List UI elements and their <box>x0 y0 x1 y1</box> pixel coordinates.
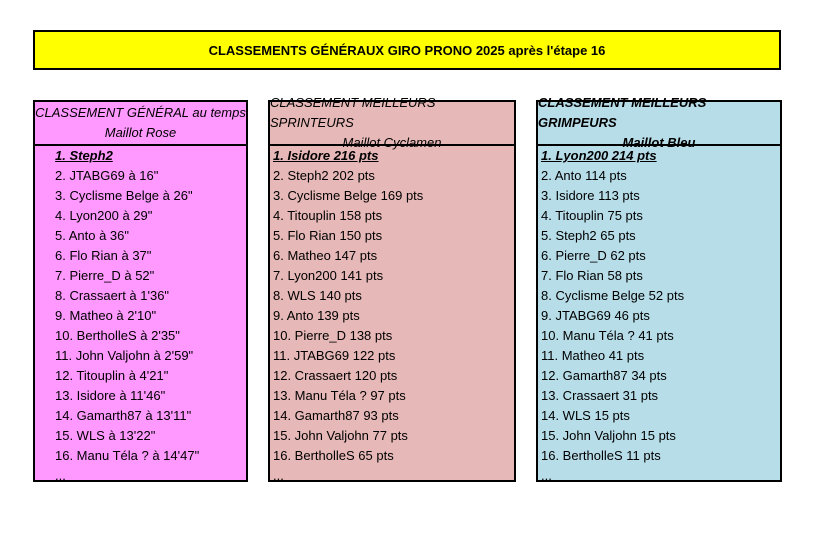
ranking-entry: 12. Titouplin à 4'21" <box>55 368 169 383</box>
ranking-entry: 7. Flo Rian 58 pts <box>541 268 643 283</box>
ranking-entry: 3. Cyclisme Belge à 26" <box>55 188 193 203</box>
ranking-entry: 3. Isidore 113 pts <box>541 188 640 203</box>
ranking-entry: 12. Crassaert 120 pts <box>273 368 398 383</box>
ranking-entry: 7. Pierre_D à 52" <box>55 268 155 283</box>
ranking-entry: 11. JTABG69 122 pts <box>273 348 396 363</box>
sprint-classification-list <box>270 146 514 486</box>
ranking-entry: 2. Anto 114 pts <box>541 168 627 183</box>
ranking-entry: 14. Gamarth87 93 pts <box>273 408 399 423</box>
ranking-entry: 5. Flo Rian 150 pts <box>273 228 383 243</box>
ranking-entry: 9. JTABG69 46 pts <box>541 308 650 323</box>
ranking-entry: 8. Crassaert à 1'36" <box>55 288 170 303</box>
ranking-entry: 3. Cyclisme Belge 169 pts <box>273 188 424 203</box>
climber-classification-panel <box>536 95 782 483</box>
ranking-entry: 5. Steph2 65 pts <box>541 228 636 243</box>
ranking-entry: 6. Pierre_D 62 pts <box>541 248 646 263</box>
ranking-entry: 5. Anto à 36" <box>55 228 130 243</box>
climber-classification-jersey: Maillot Bleu <box>622 135 696 150</box>
ranking-entry: 4. Titouplin 75 pts <box>541 208 643 223</box>
general-classification-panel <box>33 100 248 482</box>
ranking-leader: 1. Lyon200 214 pts <box>541 148 657 163</box>
ranking-entry: 15. John Valjohn 15 pts <box>541 428 676 443</box>
general-classification-jersey: Maillot Rose <box>104 125 177 140</box>
ranking-entry: 9. Matheo à 2'10" <box>55 308 157 323</box>
climber-classification-heading: CLASSEMENT MEILLEURS GRIMPEURS <box>538 95 707 130</box>
ranking-entry: 16. BertholleS 11 pts <box>541 448 661 463</box>
climber-classification-header <box>538 95 780 150</box>
ranking-entry: 8. Cyclisme Belge 52 pts <box>541 288 685 303</box>
ranking-entry: 9. Anto 139 pts <box>273 308 360 323</box>
ranking-entry: ... <box>55 468 66 483</box>
sprint-classification-heading: CLASSEMENT MEILLEURS SPRINTEURS <box>270 95 436 130</box>
ranking-entry: 13. Isidore à 11'46" <box>55 388 166 403</box>
ranking-entry: 16. BertholleS 65 pts <box>273 448 394 463</box>
ranking-entry: 10. Manu Téla ? 41 pts <box>541 328 674 343</box>
ranking-entry: 15. WLS à 13'22" <box>55 428 156 443</box>
ranking-entry: 4. Lyon200 à 29" <box>55 208 153 223</box>
ranking-entry: 6. Flo Rian à 37" <box>55 248 152 263</box>
page-title: CLASSEMENTS GÉNÉRAUX GIRO PRONO 2025 après l'étape 16 <box>33 30 781 70</box>
ranking-entry: 8. WLS 140 pts <box>273 288 362 303</box>
ranking-entry: 14. Gamarth87 à 13'11" <box>55 408 192 423</box>
general-classification-heading: CLASSEMENT GÉNÉRAL au temps <box>35 105 246 120</box>
general-classification-list <box>35 146 246 486</box>
ranking-entry: 11. John Valjohn à 2'59" <box>55 348 194 363</box>
ranking-entry: 10. BertholleS à 2'35" <box>55 328 180 343</box>
climber-classification-list <box>538 146 780 486</box>
ranking-entry: 2. Steph2 202 pts <box>273 168 375 183</box>
ranking-entry: 6. Matheo 147 pts <box>273 248 378 263</box>
ranking-entry: 11. Matheo 41 pts <box>541 348 645 363</box>
sprint-classification-header <box>270 95 514 150</box>
ranking-entry: 7. Lyon200 141 pts <box>273 268 384 283</box>
ranking-entry: 15. John Valjohn 77 pts <box>273 428 408 443</box>
ranking-entry: ... <box>541 468 552 483</box>
sprint-classification-panel <box>268 95 516 483</box>
sprint-classification-jersey: Maillot Cyclamen <box>342 135 442 150</box>
ranking-entry: 2. JTABG69 à 16" <box>55 168 159 183</box>
ranking-entry: 13. Crassaert 31 pts <box>541 388 659 403</box>
ranking-entry: 13. Manu Téla ? 97 pts <box>273 388 406 403</box>
ranking-entry: 4. Titouplin 158 pts <box>273 208 383 223</box>
ranking-entry: 14. WLS 15 pts <box>541 408 630 423</box>
ranking-entry: 10. Pierre_D 138 pts <box>273 328 393 343</box>
ranking-entry: 12. Gamarth87 34 pts <box>541 368 667 383</box>
general-classification-header <box>35 102 246 146</box>
ranking-leader: 1. Steph2 <box>55 148 113 163</box>
ranking-leader: 1. Isidore 216 pts <box>273 148 379 163</box>
ranking-entry: 16. Manu Téla ? à 14'47" <box>55 448 200 463</box>
ranking-entry: ... <box>273 468 284 483</box>
